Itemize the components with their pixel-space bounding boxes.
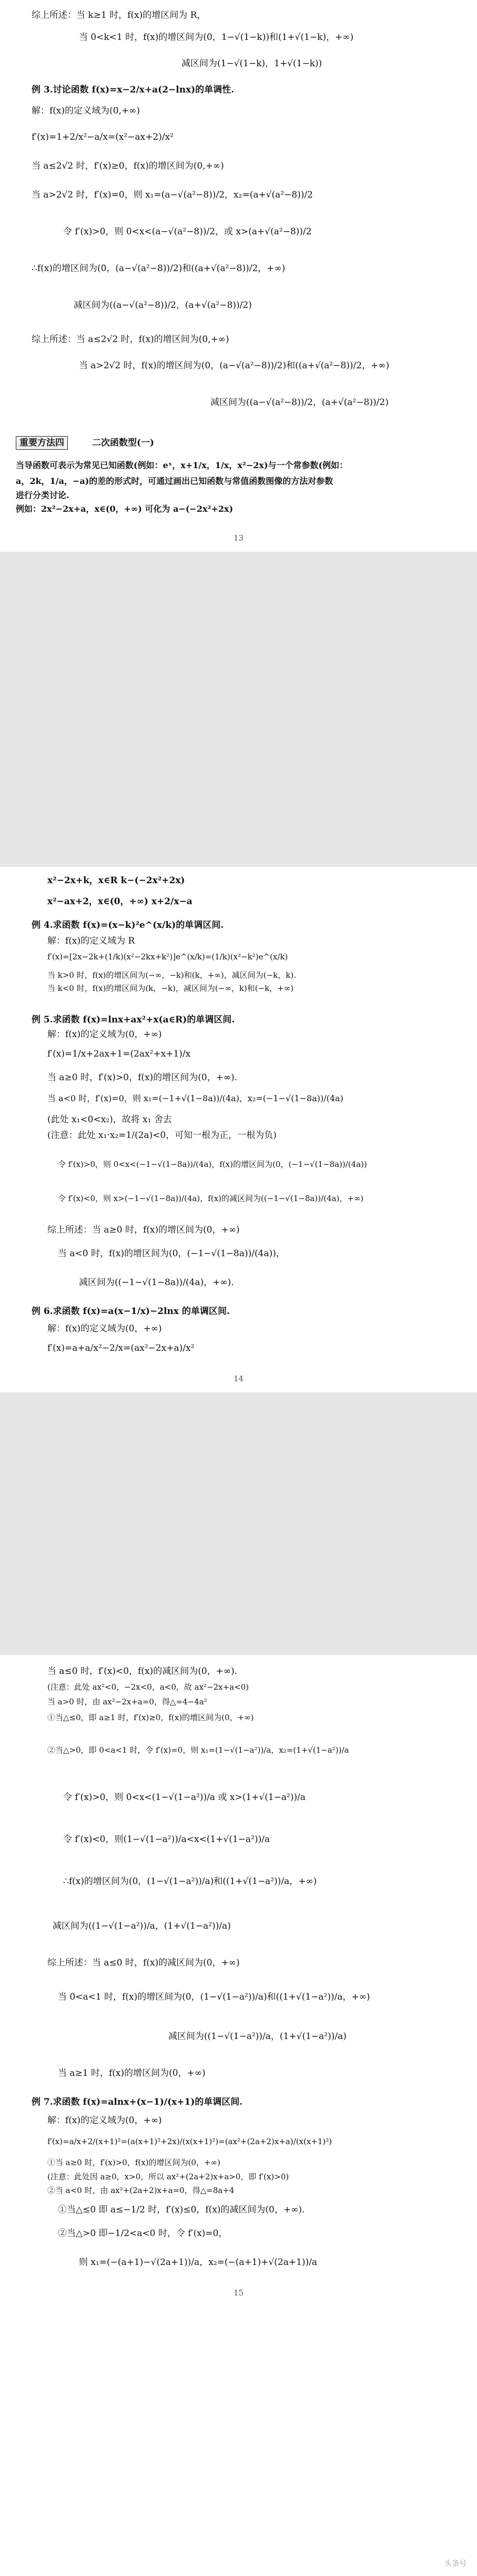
text-line: 综上所述：当 k≥1 时，f(x)的增区间为 R， — [32, 10, 206, 20]
page-number: 13 — [233, 533, 244, 543]
text-line: 则 x₁=(−(a+1)−√(2a+1))/a，x₂=(−(a+1)+√(2a+1))/a — [79, 2257, 318, 2268]
text-line: ①当△≤0 即 a≤−1/2 时，f′(x)≤0，f(x)的减区间为(0，+∞). — [58, 2205, 305, 2215]
page-14 — [0, 867, 477, 1392]
text-line: 当 0<k<1 时，f(x)的增区间为(0，1−√(1−k))和(1+√(1−k)，+∞) — [79, 32, 354, 43]
text-line: ②当△>0，即 0<a<1 时，令 f′(x)=0，则 x₁=(1−√(1−a²))/a，x₂=(1+√(1−a²))/a — [47, 1745, 349, 1755]
text-line: ②当 a<0 时，由 ax²+(2a+2)x+a=0，得△=8a+4 — [47, 2186, 235, 2195]
text-line: 当 a≤2√2 时，f′(x)≥0，f(x)的增区间为(0,+∞) — [32, 161, 224, 171]
text-line: x²−2x+k，x∈R k−(−2x²+2x) — [47, 875, 185, 886]
example-heading: 例 4.求函数 f(x)=(x−k)²e^(x/k)的单调区间. — [32, 920, 224, 930]
example-heading: 例 5.求函数 f(x)=lnx+ax²+x(a∈R)的单调区间. — [32, 1015, 235, 1025]
page-gap — [0, 552, 477, 867]
text-line: 令 f′(x)>0，则 0<x<(1−√(1−a²))/a 或 x>(1+√(1−a²))/a — [63, 1792, 306, 1803]
page-gap — [0, 1392, 477, 1655]
text-line: 解：f(x)的定义域为(0，+∞) — [47, 2115, 162, 2126]
method-paragraph: 进行分类讨论. — [16, 490, 69, 500]
method-paragraph: a，2k，1/a，−a)的差的形式时，可通过画出已知函数与常值函数图像的方法对参数 — [16, 476, 333, 486]
text-line: 解：f(x)的定义域为(0，+∞) — [47, 1029, 162, 1040]
formula-line: f′(x)=1+2/x²−a/x=(x²−ax+2)/x² — [32, 132, 174, 142]
text-line: 综上所述：当 a≤2√2 时，f(x)的增区间为(0,+∞) — [32, 334, 229, 345]
text-line: ①当 a≥0 时，f′(x)>0，f(x)的增区间为(0，+∞) — [47, 2158, 220, 2167]
example-heading: 例 6.求函数 f(x)=a(x−1/x)−2lnx 的单调区间. — [32, 1306, 230, 1317]
text-line: (注意：此处因 a≥0，x>0，所以 ax²+(2a+2)x+a>0，即 f′(x)>0) — [47, 2172, 289, 2181]
example-heading: 例 3.讨论函数 f(x)=x−2/x+a(2−lnx)的单调性. — [32, 85, 235, 95]
text-line: 当 0<a<1 时，f(x)的增区间为(0，(1−√(1−a²))/a)和((1+√(1−a²))/a，+∞) — [58, 1992, 370, 2002]
text-line: 减区间为((a−√(a²−8))/2，(a+√(a²−8))/2) — [210, 397, 389, 408]
text-line: 令 f′(x)<0，则(1−√(1−a²))/a<x<(1+√(1−a²))/a — [63, 1834, 270, 1845]
text-line: x²−ax+2，x∈(0，+∞) x+2/x−a — [47, 896, 192, 907]
text-line: 当 k<0 时，f(x)的增区间为(k，−k)，减区间为(−∞，k)和(−k，+∞) — [47, 984, 294, 993]
text-line: 当 a<0 时，f(x)的增区间为(0，(−1−√(1−8a))/(4a))， — [58, 1248, 285, 1259]
text-line: 当 a>0 时，由 ax²−2x+a=0，得△=4−4a² — [47, 1697, 207, 1706]
text-line: (注意：此处 ax²<0，−2x<0，a<0，故 ax²−2x+a<0) — [47, 1682, 249, 1692]
example-heading: 例 7.求函数 f(x)=alnx+(x−1)/(x+1)的单调区间. — [32, 2097, 243, 2107]
text-line: 当 a>2√2 时，f′(x)=0，则 x₁=(a−√(a²−8))/2，x₂=(a+√(a²−8))/2 — [32, 190, 313, 200]
text-line: 当 a≥0 时，f′(x)>0，f(x)的增区间为(0，+∞). — [47, 1072, 238, 1083]
text-line: 减区间为((a−√(a²−8))/2，(a+√(a²−8))/2) — [74, 300, 252, 311]
text-line: 令 f′(x)>0，则 0<x<(−1−√(1−8a))/(4a)，f(x)的增区间为(0，(−1−√(1−8a))/(4a)) — [58, 1160, 367, 1169]
text-line: ②当△>0 即−1/2<a<0 时，令 f′(x)=0， — [58, 2228, 228, 2239]
text-line: 令 f′(x)>0，则 0<x<(a−√(a²−8))/2，或 x>(a+√(a²−8))/2 — [63, 226, 312, 237]
page-13 — [0, 0, 477, 552]
text-line: 当 a>2√2 时，f(x)的增区间为(0，(a−√(a²−8))/2)和((a+√(a²−8))/2，+∞) — [79, 360, 390, 371]
text-line: 解：f(x)的定义域为(0，+∞) — [47, 1323, 162, 1334]
text-line: 综上所述：当 a≤0 时，f(x)的减区间为(0，+∞) — [47, 1958, 240, 1968]
page-number: 15 — [233, 2288, 244, 2298]
section-label: 重要方法四 — [16, 436, 68, 450]
text-line: ∴f(x)的增区间为(0，(a−√(a²−8))/2)和((a+√(a²−8))/2，+∞) — [32, 263, 286, 274]
text-line: 减区间为((1−√(1−a²))/a，(1+√(1−a²))/a) — [53, 1921, 231, 1931]
text-line: 减区间为((−1−√(1−8a))/(4a)，+∞). — [79, 1277, 234, 1288]
formula-line: f′(x)=a+a/x²−2/x=(ax²−2x+a)/x² — [47, 1343, 195, 1353]
text-line: (此处 x₁<0<x₂)，故将 x₁ 舍去 — [47, 1114, 172, 1125]
text-line: 当 k>0 时，f(x)的增区间为(−∞，−k)和(k，+∞)，减区间为(−k，k). — [47, 970, 296, 980]
text-line: 解：f(x)的定义域为 R — [47, 936, 135, 946]
text-line: 减区间为(1−√(1−k)，1+√(1−k)) — [181, 58, 322, 69]
formula-line: f′(x)=[2x−2k+(1/k)(x²−2kx+k²)]e^(x/k)=(1/k)(x²−k²)e^(x/k) — [47, 952, 288, 961]
text-line: 当 a<0 时，f′(x)=0，则 x₁=(−1+√(1−8a))/(4a)，x₂=(−1−√(1−8a))/(4a) — [47, 1093, 343, 1103]
formula-line: f′(x)=a/x+2/(x+1)²=(a(x+1)²+2x)/(x(x+1)²)=(ax²+(2a+2)x+a)/(x(x+1)²) — [47, 2137, 332, 2146]
method-paragraph: 当导函数可表示为常见已知函数(例如：eˣ，x+1/x，1/x，x²−2x)与一个常参数(例如： — [16, 460, 348, 470]
text-line: (注意：此处 x₁·x₂=1/(2a)<0，可知一根为正，一根为负) — [47, 1130, 277, 1141]
text-line: 解：f(x)的定义域为(0,+∞) — [32, 106, 140, 116]
text-line: 当 a≤0 时，f′(x)<0，f(x)的减区间为(0，+∞). — [47, 1666, 238, 1677]
text-line: 减区间为((1−√(1−a²))/a，(1+√(1−a²))/a) — [168, 2031, 347, 2042]
text-line: 令 f′(x)<0，则 x>(−1−√(1−8a))/(4a)，f(x)的减区间为((−1−√(1−8a))/(4a)，+∞) — [58, 1194, 364, 1203]
text-line: 综上所述：当 a≥0 时，f(x)的增区间为(0，+∞) — [47, 1225, 240, 1235]
page-15 — [0, 1655, 477, 2576]
text-line: 当 a≥1 时，f(x)的增区间为(0，+∞) — [58, 2068, 206, 2078]
watermark: 头条号 — [444, 2560, 466, 2568]
section-title: 二次函数型(一) — [92, 438, 155, 448]
formula-line: f′(x)=1/x+2ax+1=(2ax²+x+1)/x — [47, 1049, 191, 1059]
method-paragraph: 例如：2x²−2x+a，x∈(0，+∞) 可化为 a−(−2x²+2x) — [16, 504, 234, 514]
page-number: 14 — [233, 1374, 244, 1383]
text-line: ①当△≤0，即 a≥1 时，f′(x)≥0，f(x)的增区间为(0，+∞) — [47, 1713, 254, 1722]
text-line: ∴f(x)的增区间为(0，(1−√(1−a²))/a)和((1+√(1−a²))/a，+∞) — [63, 1876, 317, 1887]
